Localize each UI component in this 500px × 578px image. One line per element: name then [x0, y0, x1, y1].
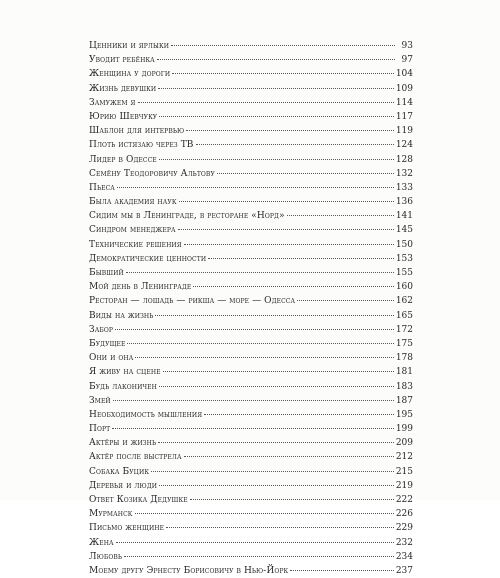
toc-entry-title: Порт	[89, 424, 111, 435]
toc-entry-page-number: 232	[395, 537, 413, 548]
toc-entry-title: Будь лаконичен	[89, 381, 157, 392]
toc-entry-page-number: 132	[395, 168, 413, 179]
dot-leader	[151, 470, 394, 472]
toc-entry-page-number: 117	[395, 111, 413, 122]
toc-entry-title: Сидим мы в Ленинграде, в ресторане «Норд»	[89, 211, 285, 222]
table-of-contents	[89, 39, 413, 578]
toc-entry	[89, 167, 413, 181]
toc-entry	[89, 209, 413, 223]
toc-entry	[89, 323, 413, 337]
toc-entry	[89, 465, 413, 479]
toc-entry-title: Семёну Теодоровичу Альтову	[89, 168, 215, 179]
dot-leader	[115, 328, 394, 330]
toc-entry-title: Юрию Шевчуку	[89, 111, 158, 122]
dot-leader	[184, 455, 394, 457]
dot-leader	[290, 569, 394, 571]
dot-leader	[135, 512, 394, 514]
dot-leader	[166, 526, 394, 528]
dot-leader	[171, 44, 395, 46]
toc-entry-page-number: 97	[401, 55, 413, 66]
toc-entry-title: Плоть истязаю через ТВ	[89, 140, 194, 151]
dot-leader	[186, 129, 394, 131]
toc-entry-page-number: 114	[395, 97, 413, 108]
toc-entry	[89, 110, 413, 124]
toc-entry-title: Демократические ценности	[89, 253, 207, 264]
toc-entry-page-number: 178	[395, 353, 413, 364]
toc-entry	[89, 479, 413, 493]
toc-entry	[89, 394, 413, 408]
dot-leader	[159, 115, 394, 117]
toc-entry	[89, 195, 413, 209]
toc-entry-page-number: 133	[395, 182, 413, 193]
toc-entry-title: Технические решения	[89, 239, 182, 250]
dot-leader	[172, 72, 394, 74]
dot-leader	[196, 143, 394, 145]
toc-entry	[89, 138, 413, 152]
toc-entry	[89, 365, 413, 379]
toc-entry-title: Была академия наук	[89, 197, 177, 208]
dot-leader	[184, 243, 394, 245]
toc-entry	[89, 380, 413, 394]
toc-entry-title: Жена	[89, 537, 114, 548]
dot-leader	[159, 158, 394, 160]
toc-entry-page-number: 119	[395, 126, 413, 137]
toc-entry	[89, 550, 413, 564]
dot-leader	[112, 427, 394, 429]
toc-entry-page-number: 165	[395, 310, 413, 321]
toc-entry-page-number: 153	[395, 253, 413, 264]
toc-entry-page-number: 124	[395, 140, 413, 151]
toc-entry-title: Мой день в Ленинграде	[89, 282, 192, 293]
toc-entry-title: Пьеса	[89, 182, 115, 193]
toc-entry-title: Необходимость мышления	[89, 409, 203, 420]
toc-entry-title: Актёры и жизнь	[89, 438, 157, 449]
toc-entry-page-number: 187	[395, 395, 413, 406]
dot-leader	[117, 186, 394, 188]
dot-leader	[193, 285, 393, 287]
toc-entry	[89, 223, 413, 237]
toc-entry-page-number: 181	[395, 367, 413, 378]
toc-entry-title: Я живу на сцене	[89, 367, 161, 378]
toc-entry	[89, 337, 413, 351]
dot-leader	[159, 484, 394, 486]
toc-entry-page-number: 150	[395, 239, 413, 250]
toc-entry-title: Ресторан — лошадь — рикша — море — Одесса	[89, 296, 296, 307]
dot-leader	[163, 370, 394, 372]
toc-entry-title: Шаблон для интервью	[89, 126, 185, 137]
toc-entry	[89, 39, 413, 53]
toc-entry	[89, 124, 413, 138]
toc-entry-title: Забор	[89, 324, 114, 335]
toc-entry	[89, 309, 413, 323]
toc-entry-page-number: 172	[395, 324, 413, 335]
toc-entry-title: Змей	[89, 395, 111, 406]
toc-entry-page-number: 222	[395, 495, 413, 505]
dot-leader	[126, 271, 394, 273]
dot-leader	[158, 441, 394, 443]
dot-leader	[135, 356, 393, 358]
toc-entry-page-number: 229	[395, 523, 413, 534]
toc-entry-title: Ответ Козика Дедушке	[89, 495, 188, 505]
toc-entry-page-number: 104	[395, 69, 413, 80]
dot-leader	[124, 555, 394, 557]
dot-leader	[287, 214, 394, 216]
toc-entry	[89, 351, 413, 365]
dot-leader	[127, 342, 393, 344]
toc-entry	[89, 252, 413, 266]
toc-entry-page-number: 128	[395, 154, 413, 165]
toc-entry	[89, 53, 413, 67]
toc-entry	[89, 450, 413, 464]
toc-entry-page-number: 162	[395, 296, 413, 307]
toc-entry	[89, 82, 413, 96]
toc-entry	[89, 493, 413, 507]
dot-leader	[158, 87, 394, 89]
toc-entry-page-number: 175	[395, 338, 413, 349]
toc-entry-title: Актёр после выстрела	[89, 452, 182, 463]
toc-entry-title: Бывший	[89, 268, 124, 278]
dot-leader	[155, 314, 393, 316]
toc-entry-page-number: 183	[395, 381, 413, 392]
toc-entry	[89, 153, 413, 167]
toc-entry-page-number: 160	[395, 282, 413, 293]
toc-entry	[89, 96, 413, 110]
toc-entry-title: Синдром менеджера	[89, 225, 176, 236]
toc-entry-page-number: 226	[395, 509, 413, 520]
toc-entry	[89, 238, 413, 252]
dot-leader	[159, 385, 394, 387]
toc-entry-title: Женщина у дороги	[89, 69, 171, 80]
toc-entry-page-number: 155	[395, 268, 413, 278]
toc-entry	[89, 422, 413, 436]
toc-entry	[89, 266, 413, 280]
toc-entry-title: Лидер в Одессе	[89, 154, 157, 165]
toc-entry-page-number: 212	[395, 452, 413, 463]
toc-entry-title: Письмо женщине	[89, 523, 165, 534]
toc-entry-page-number: 215	[395, 466, 413, 477]
dot-leader	[208, 257, 394, 259]
toc-entry	[89, 564, 413, 578]
toc-entry-title: Уводит ребёнка	[89, 55, 155, 66]
toc-entry-page-number: 234	[395, 551, 413, 562]
toc-entry-title: Замужем я	[89, 97, 136, 108]
toc-entry	[89, 536, 413, 550]
dot-leader	[138, 101, 394, 103]
toc-entry-page-number: 195	[395, 409, 413, 420]
dot-leader	[113, 399, 394, 401]
dot-leader	[217, 172, 394, 174]
dot-leader	[204, 413, 394, 415]
toc-entry-page-number: 93	[401, 41, 413, 51]
toc-entry-page-number: 209	[395, 438, 413, 449]
dot-leader	[116, 541, 394, 543]
toc-entry-page-number: 136	[395, 197, 413, 208]
dot-leader	[178, 228, 394, 230]
toc-entry-title: Деревья и люди	[89, 480, 158, 491]
toc-entry-page-number: 237	[395, 565, 413, 576]
toc-entry	[89, 436, 413, 450]
dot-leader	[190, 498, 394, 500]
toc-entry-page-number: 141	[395, 211, 413, 222]
toc-entry-page-number: 145	[395, 225, 413, 236]
toc-entry	[89, 507, 413, 521]
toc-entry-title: Любовь	[89, 551, 123, 562]
toc-entry	[89, 408, 413, 422]
toc-entry-title: Виды на жизнь	[89, 310, 154, 321]
toc-entry-title: Они и она	[89, 353, 134, 364]
toc-entry-title: Мурманск	[89, 509, 133, 520]
toc-entry-title: Ценники и ярлыки	[89, 41, 170, 51]
toc-entry	[89, 294, 413, 308]
toc-entry	[89, 280, 413, 294]
toc-entry	[89, 67, 413, 81]
toc-entry-title: Собака Буцик	[89, 466, 150, 477]
dot-leader	[157, 58, 395, 60]
dot-leader	[179, 200, 394, 202]
toc-entry-title: Моему другу Эрнесту Борисовичу в Нью-Йорк	[89, 565, 289, 576]
toc-entry-page-number: 219	[395, 480, 413, 491]
toc-entry-page-number: 199	[395, 424, 413, 435]
toc-entry	[89, 181, 413, 195]
toc-entry	[89, 521, 413, 535]
toc-entry-title: Будущее	[89, 338, 126, 349]
dot-leader	[297, 299, 394, 301]
toc-entry-title: Жизнь девушки	[89, 83, 157, 94]
toc-entry-page-number: 109	[395, 83, 413, 94]
